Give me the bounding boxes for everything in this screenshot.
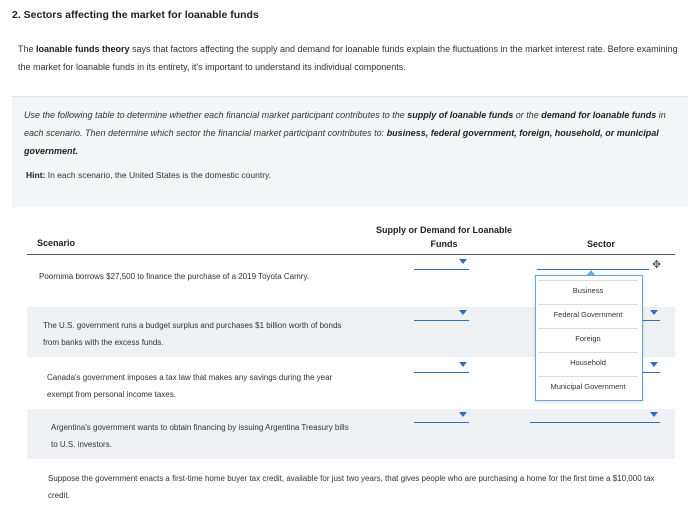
supply-demand-dropdown[interactable] (414, 410, 469, 423)
caret-up-icon (586, 270, 596, 276)
scenario-text: Canada's government imposes a tax law that makes any savings during the year exempt from personal income taxes. (47, 373, 333, 399)
supply-demand-dropdown[interactable] (414, 360, 469, 373)
chevron-down-icon (459, 310, 467, 315)
scenario-text: Argentina's government wants to obtain financing by issuing Argentina Treasury bills to U.S. investors. (51, 423, 349, 449)
chevron-down-icon (650, 362, 658, 367)
chevron-down-icon (650, 310, 658, 315)
col-header-scenario: Scenario (37, 238, 76, 248)
supply-demand-dropdown[interactable] (414, 257, 469, 270)
supply-demand-dropdown[interactable] (414, 308, 469, 321)
option-federal-government[interactable]: Federal Government (538, 304, 638, 325)
question-title: 2. Sectors affecting the market for loanable funds (12, 9, 259, 21)
intro-bold-term: loanable funds theory (36, 44, 130, 54)
scenario-text: Poornima borrows $27,500 to finance the purchase of a 2019 Toyota Camry. (39, 272, 310, 281)
chevron-down-icon (459, 259, 467, 264)
sector-dropdown[interactable] (640, 308, 660, 321)
col-header-sector: Sector (587, 239, 616, 249)
option-household[interactable]: Household (538, 352, 638, 373)
instruction-text: Use the following table to determine whether each financial market participant contributes to the supply of loanable funds or the demand for loanable funds in each scenario. Then determine which sector the financial market participant contributes to: business, federal government, foreign, household, or municipal government. (24, 110, 666, 156)
chevron-down-icon (459, 362, 467, 367)
option-municipal-government[interactable]: Municipal Government (538, 376, 638, 397)
scenario-text-last: Suppose the government enacts a first-time home buyer tax credit, available for just two years, that gives people who are purchasing a home for the first time a $10,000 tax credit. (48, 474, 655, 500)
option-business[interactable]: Business (538, 280, 638, 301)
chevron-down-icon (650, 412, 658, 417)
col-header-supply-demand: Supply or Demand for Loanable Funds (375, 225, 512, 249)
sector-dropdown[interactable] (530, 410, 660, 423)
sector-dropdown-open[interactable] (537, 257, 649, 270)
drag-handle-icon[interactable]: ✥ (652, 259, 662, 271)
option-foreign[interactable]: Foreign (538, 328, 638, 349)
header-divider (27, 254, 675, 255)
intro-paragraph: The loanable funds theory says that factors affecting the supply and demand for loanable funds explain the fluctuations in the market interest rate. Before examining the market for loanable funds in its entirety, it's important to understand its individual components. (18, 44, 678, 72)
scenario-text: The U.S. government runs a budget surplus and purchases $1 billion worth of bonds from banks with the excess funds. (43, 321, 342, 347)
sector-options-listbox (535, 275, 643, 401)
chevron-down-icon (459, 412, 467, 417)
sector-dropdown[interactable] (640, 360, 660, 373)
hint-text: Hint: In each scenario, the United States is the domestic country. (26, 170, 272, 180)
